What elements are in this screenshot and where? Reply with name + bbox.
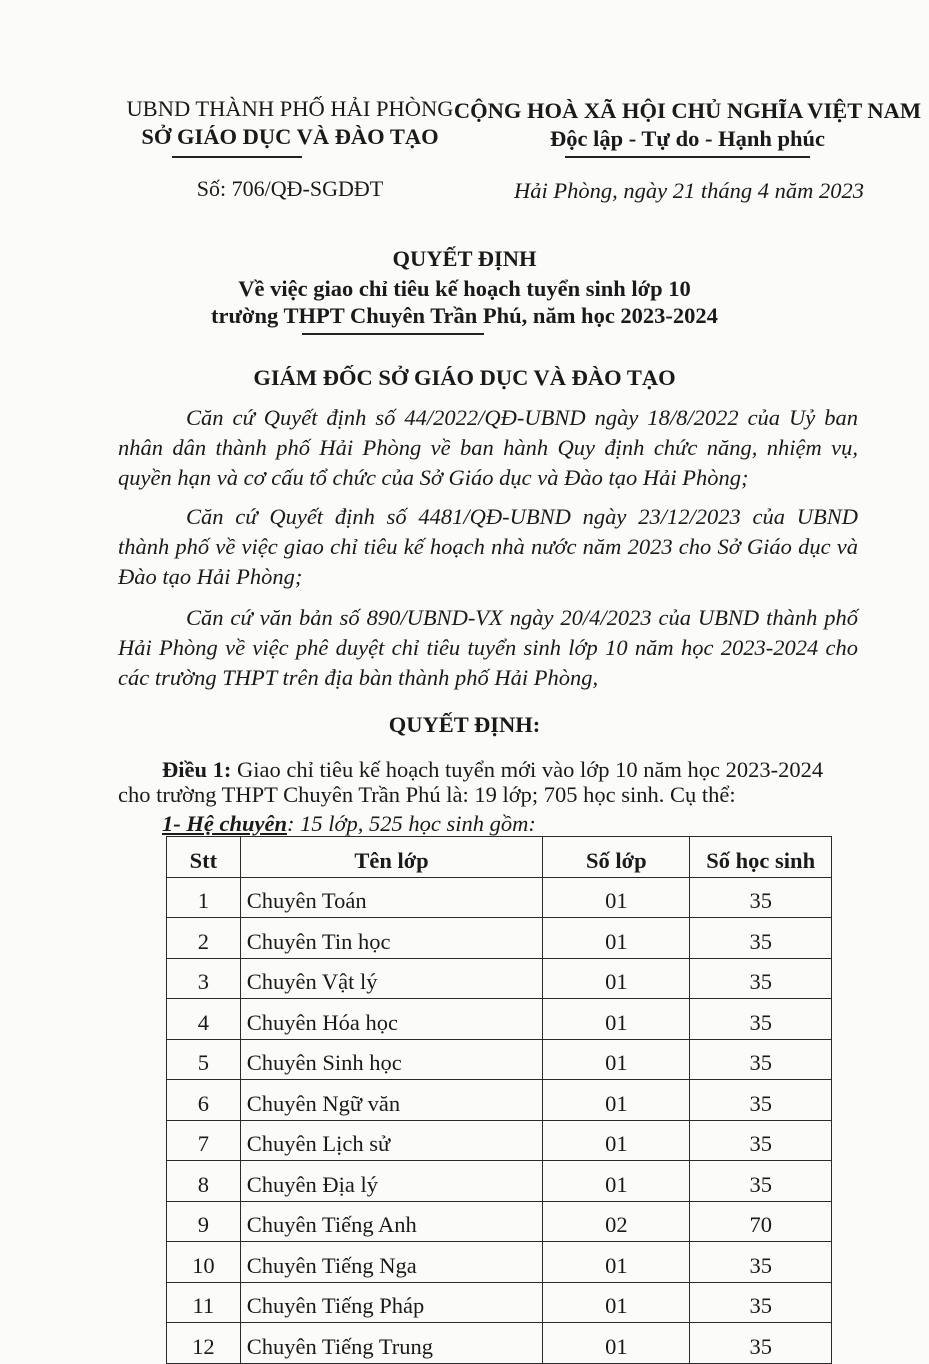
header-stt: Stt xyxy=(167,837,241,878)
cell-class-count: 01 xyxy=(543,999,690,1040)
cell-class-count: 01 xyxy=(543,1161,690,1202)
national-motto-block xyxy=(445,97,929,153)
cell-student-count: 35 xyxy=(690,1039,832,1080)
cell-stt: 10 xyxy=(167,1242,241,1283)
cell-class-name: Chuyên Tiếng Pháp xyxy=(240,1282,543,1323)
document-subtitle-line1: Về việc giao chỉ tiêu kế hoạch tuyển sinh lớp 10 xyxy=(238,276,691,301)
issuer-underline xyxy=(172,156,302,158)
table-row xyxy=(167,1080,832,1121)
cell-stt: 4 xyxy=(167,999,241,1040)
cell-class-name: Chuyên Tiếng Trung xyxy=(240,1323,543,1364)
cell-class-name: Chuyên Toán xyxy=(240,877,543,918)
document-subtitle-line2: trường THPT Chuyên Trần Phú, năm học 2023-2024 xyxy=(211,303,718,328)
title-underline xyxy=(302,333,484,335)
cell-stt: 9 xyxy=(167,1201,241,1242)
issuer-city: UBND THÀNH PHỐ HẢI PHÒNG xyxy=(126,96,454,121)
cell-stt: 11 xyxy=(167,1282,241,1323)
cell-class-name: Chuyên Hóa học xyxy=(240,999,543,1040)
document-number: Số: 706/QĐ-SGDĐT xyxy=(196,176,384,201)
cell-class-count: 01 xyxy=(543,1120,690,1161)
cell-class-name: Chuyên Ngữ văn xyxy=(240,1080,543,1121)
cell-stt: 5 xyxy=(167,1039,241,1080)
authority-heading: GIÁM ĐỐC SỞ GIÁO DỤC VÀ ĐÀO TẠO xyxy=(253,365,676,390)
table-header-row xyxy=(167,837,832,878)
cell-class-count: 02 xyxy=(543,1201,690,1242)
issuer-department: SỞ GIÁO DỤC VÀ ĐÀO TẠO xyxy=(141,124,439,149)
cell-stt: 7 xyxy=(167,1120,241,1161)
cell-student-count: 35 xyxy=(690,877,832,918)
cell-student-count: 35 xyxy=(690,1161,832,1202)
document-date: Hải Phòng, ngày 21 tháng 4 năm 2023 xyxy=(514,178,864,203)
table-row xyxy=(167,877,832,918)
issuer-block xyxy=(120,95,460,151)
cell-stt: 12 xyxy=(167,1323,241,1364)
table-row xyxy=(167,1323,832,1364)
cell-stt: 3 xyxy=(167,958,241,999)
cell-class-name: Chuyên Vật lý xyxy=(240,958,543,999)
cell-class-count: 01 xyxy=(543,1242,690,1283)
header-class-count: Số lớp xyxy=(543,837,690,878)
table-row xyxy=(167,1201,832,1242)
cell-class-name: Chuyên Tiếng Anh xyxy=(240,1201,543,1242)
table-row xyxy=(167,1161,832,1202)
cell-stt: 6 xyxy=(167,1080,241,1121)
cell-class-count: 01 xyxy=(543,1282,690,1323)
legal-basis-3: Căn cứ văn bản số 890/UBND-VX ngày 20/4/2023 của UBND thành phố Hải Phòng về việc phê duyệt chỉ tiêu tuyển sinh lớp 10 năm học 2023-2024 cho các trường THPT trên địa bàn thành phố Hải Phòng, xyxy=(118,605,858,690)
cell-class-name: Chuyên Lịch sử xyxy=(240,1120,543,1161)
cell-stt: 8 xyxy=(167,1161,241,1202)
cell-student-count: 35 xyxy=(690,1323,832,1364)
cell-class-name: Chuyên Địa lý xyxy=(240,1161,543,1202)
cell-stt: 2 xyxy=(167,918,241,959)
legal-basis-2: Căn cứ Quyết định số 4481/QĐ-UBND ngày 23/12/2023 của UBND thành phố về việc giao chỉ tiêu kế hoạch nhà nước năm 2023 cho Sở Giáo dục và Đào tạo Hải Phòng; xyxy=(118,504,858,589)
legal-basis-1: Căn cứ Quyết định số 44/2022/QĐ-UBND ngày 18/8/2022 của Uỷ ban nhân dân thành phố Hải Phòng về ban hành Quy định chức năng, nhiệm vụ, quyền hạn và cơ cấu tổ chức của Sở Giáo dục và Đào tạo Hải Phòng; xyxy=(118,405,858,490)
cell-class-count: 01 xyxy=(543,1323,690,1364)
table-row xyxy=(167,999,832,1040)
cell-student-count: 35 xyxy=(690,1282,832,1323)
cell-student-count: 35 xyxy=(690,1120,832,1161)
cell-student-count: 35 xyxy=(690,1242,832,1283)
motto-underline xyxy=(565,156,810,158)
cell-class-count: 01 xyxy=(543,1039,690,1080)
section-1-label: 1- Hệ chuyên xyxy=(162,811,287,836)
cell-student-count: 35 xyxy=(690,918,832,959)
header-student-count: Số học sinh xyxy=(690,837,832,878)
table-row xyxy=(167,1282,832,1323)
decision-heading: QUYẾT ĐỊNH: xyxy=(388,712,541,737)
national-motto: Độc lập - Tự do - Hạnh phúc xyxy=(549,126,826,151)
cell-stt: 1 xyxy=(167,877,241,918)
cell-class-count: 01 xyxy=(543,918,690,959)
cell-student-count: 35 xyxy=(690,958,832,999)
table-row xyxy=(167,958,832,999)
document-title: QUYẾT ĐỊNH xyxy=(392,246,537,271)
cell-student-count: 35 xyxy=(690,1080,832,1121)
cell-student-count: 35 xyxy=(690,999,832,1040)
article-1-text: Giao chỉ tiêu kế hoạch tuyển mới vào lớp 10 năm học 2023-2024 cho trường THPT Chuyên Trần Phú là: 19 lớp; 705 học sinh. Cụ thể: xyxy=(118,757,824,807)
quota-table xyxy=(166,836,832,1364)
article-1 xyxy=(118,757,858,807)
cell-class-count: 01 xyxy=(543,877,690,918)
section-1-heading xyxy=(162,811,536,837)
cell-class-count: 01 xyxy=(543,958,690,999)
cell-class-name: Chuyên Sinh học xyxy=(240,1039,543,1080)
table-row xyxy=(167,1039,832,1080)
section-1-text: : 15 lớp, 525 học sinh gồm: xyxy=(286,811,536,836)
cell-class-count: 01 xyxy=(543,1080,690,1121)
table-row xyxy=(167,1120,832,1161)
header-class-name: Tên lớp xyxy=(240,837,543,878)
national-title: CỘNG HOÀ XÃ HỘI CHỦ NGHĨA VIỆT NAM xyxy=(453,98,922,123)
cell-student-count: 70 xyxy=(690,1201,832,1242)
table-row xyxy=(167,918,832,959)
article-1-label: Điều 1: xyxy=(162,757,232,782)
cell-class-name: Chuyên Tin học xyxy=(240,918,543,959)
table-row xyxy=(167,1242,832,1283)
cell-class-name: Chuyên Tiếng Nga xyxy=(240,1242,543,1283)
